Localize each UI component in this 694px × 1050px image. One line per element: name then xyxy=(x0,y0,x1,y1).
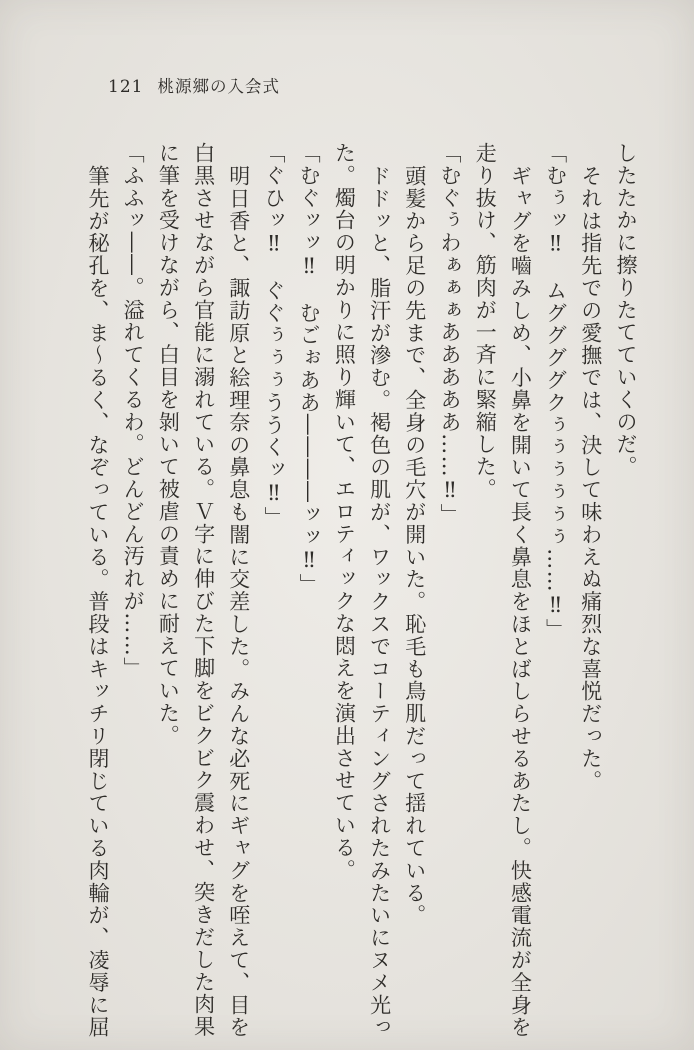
text-paragraph: 「ふふッ――。溢れてくるわ。どんどん汚れが……」 xyxy=(121,142,146,680)
text-paragraph: 明日香と、諏訪原と絵理奈の鼻息も闇に交差した。みんな必死にギャグを咥えて、目を白黒させながら官能に溺れている。Ｖ字に伸びた下脚をビクビク震わせ、突きだした肉果に筆を受けながら、白目を剝いて被虐の責めに耐えていた。 xyxy=(156,142,251,1039)
text-paragraph: 筆先が秘孔を、ま〜るく、なぞっている。普段はキッチリ閉じている肉輪が、凌辱に屈 xyxy=(85,164,110,1039)
text-paragraph: ドドッと、脂汗が滲む。褐色の肌が、ワックスでコーティングされたみたいにヌメ光った。燭台の明かりに照り輝いて、エロティックな悶えを演出させている。 xyxy=(332,142,392,1039)
text-paragraph: 「むぐッッ‼ むごぉああ――――ッッ‼」 xyxy=(297,142,322,596)
text-paragraph: 「ぐひッ‼ ぐぐぅぅぅううくッ‼」 xyxy=(261,142,286,529)
text-paragraph: 頭髪から足の先まで、全身の毛穴が開いた。恥毛も鳥肌だって揺れている。 xyxy=(402,164,427,927)
body-text xyxy=(77,142,643,1042)
text-paragraph: ギャグを嚙みしめ、小鼻を開いて長く鼻息をほとばしらせるあたし。快感電流が全身を走り抜け、筋肉が一斉に緊縮した。 xyxy=(473,142,533,1039)
page-number: 121 xyxy=(108,77,144,97)
text-paragraph: したたかに擦りたてていくのだ。 xyxy=(614,142,638,478)
page-header xyxy=(108,73,280,97)
text-paragraph: それは指先での愛撫では、決して味わえぬ痛烈な喜悦だった。 xyxy=(578,164,603,792)
text-paragraph: 「むぅッ‼ ムググググクぅぅぅぅぅぅ……‼」 xyxy=(543,142,568,641)
text-paragraph: 「むぐぅわぁぁぁあああああ……‼」 xyxy=(437,142,462,526)
running-title: 桃源郷の入会式 xyxy=(157,77,280,96)
